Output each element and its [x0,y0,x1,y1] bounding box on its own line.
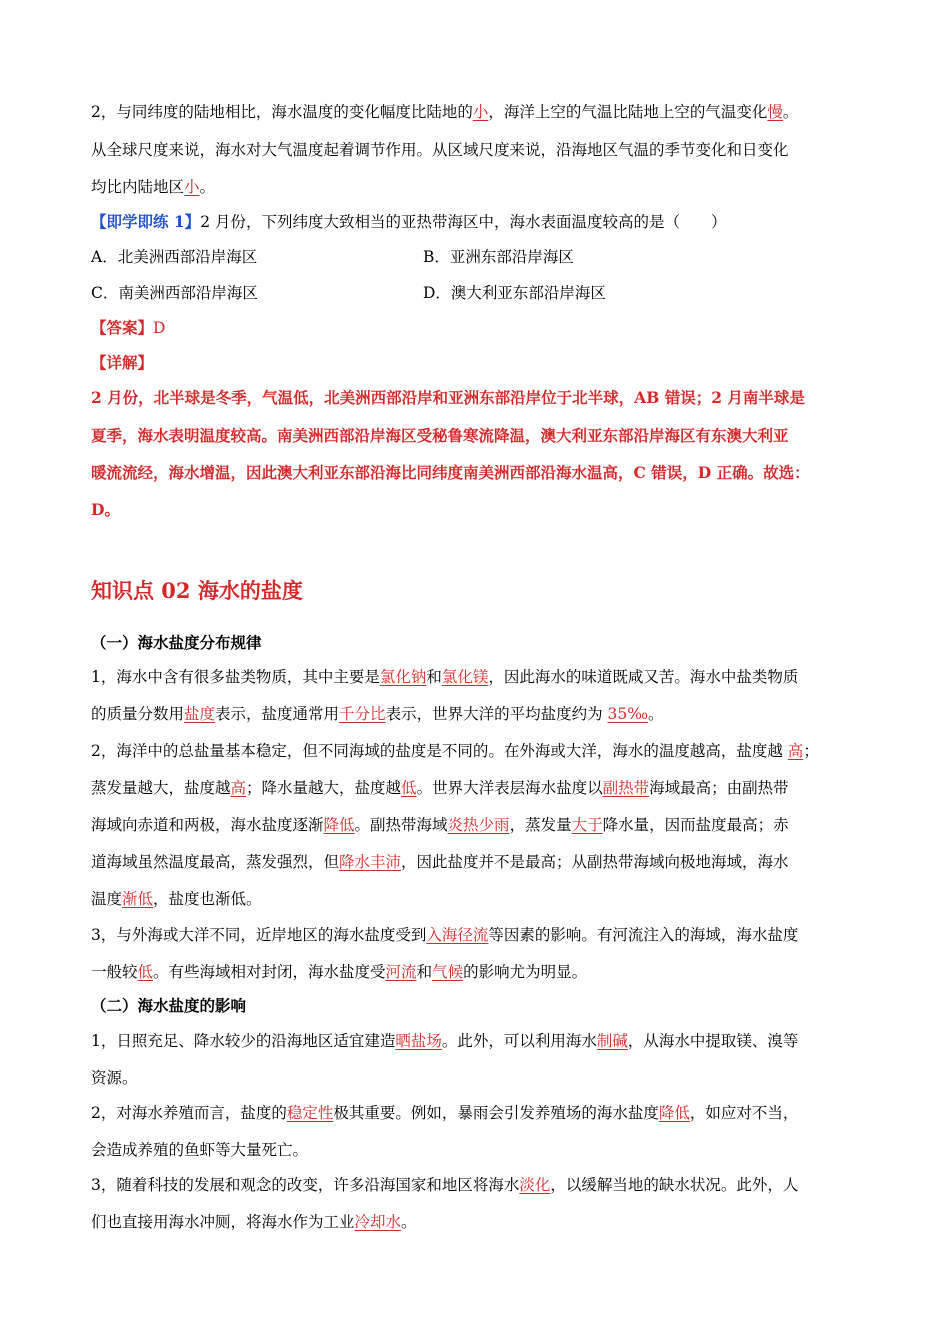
fill-blank: 河流 [385,963,417,981]
detail-line-2: 夏季，海水表明温度较高。南美洲西部沿岸海区受秘鲁寒流降温，澳大利亚东部沿岸海区有东澳大利亚 [91,426,789,445]
fill-blank: 35‰ [607,705,649,723]
text-run: ，因此海水的味道既咸又苦。海水中盐类物质 [488,668,799,686]
para2-line3 [91,814,861,836]
text-run: 2，与同纬度的陆地相比，海水温度的变化幅度比陆地的 [91,103,473,121]
subheading-impact: （二）海水盐度的影响 [91,996,247,1015]
text-run: 表示，盐度通常用 [215,705,340,723]
fill-blank: 低 [137,963,154,981]
para1-line1 [91,666,861,688]
text-run: 。此外，可以利用海水 [441,1032,597,1050]
text-run: 均比内陆地区 [91,178,185,196]
text-run: 1，日照充足、降水较少的沿海地区适宜建造 [91,1032,396,1050]
fill-blank: 慢 [767,103,783,121]
fill-blank: 高 [787,742,804,760]
fill-blank: 降低 [323,816,355,834]
option-a: A．北美洲西部沿岸海区 [91,248,258,266]
fill-blank: 氯化镁 [441,668,489,686]
fill-blank: 降低 [658,1104,690,1122]
option-b: B．亚洲东部沿岸海区 [423,248,574,266]
para3-line2 [91,961,861,983]
impact3-line1 [91,1174,861,1196]
fill-blank: 千分比 [339,705,386,723]
text-run: 。 [199,178,216,196]
impact3-line2 [91,1211,861,1233]
fill-blank: 渐低 [122,890,154,908]
text-run: 和 [426,668,442,686]
detail-line-4: D。 [91,500,120,519]
detail-tag [91,352,861,374]
text-run: ； [803,742,819,760]
fill-blank: 大于 [571,816,603,834]
fill-blank: 降水丰沛 [339,853,402,871]
text-run: 道海域虽然温度最高，蒸发强烈，但 [91,853,340,871]
section-heading: 知识点 02 海水的盐度 [91,578,303,603]
fill-blank: 小 [184,178,200,196]
paragraph-temp-variation-line3 [91,176,861,198]
impact2-line1 [91,1102,861,1124]
question-text: 2 月份，下列纬度大致相当的亚热带海区中，海水表面温度较高的是（ ） [200,213,727,231]
text-run: ，以缓解当地的缺水状况。此外，人 [550,1176,799,1194]
fill-blank: 副热带 [602,779,650,797]
text-run: 和 [416,963,433,981]
text-run: 。副热带海域 [354,816,448,834]
text-run: ，盐度也渐低。 [153,890,262,908]
text-run: ，因此盐度并不是最高；从副热带海域向极地海域，海水 [401,853,789,871]
para2-line1 [91,740,861,762]
impact1-line2: 资源。 [91,1069,138,1087]
fill-blank: 晒盐场 [395,1032,442,1050]
text-run: ；降水量越大，盐度越 [246,779,402,797]
option-c: C．南美洲西部沿岸海区 [91,284,258,302]
fill-blank: 小 [472,103,489,121]
text-run: 等因素的影响。有河流注入的海域，海水盐度 [488,926,799,944]
answer-line [91,317,861,339]
para3-line1 [91,924,861,946]
text-run: 2，海洋中的总盐量基本稳定，但不同海域的盐度是不同的。在外海或大洋，海水的温度越高，盐度越 [91,742,788,760]
text-run: ，如应对不当， [689,1104,799,1122]
text-run: ，蒸发量 [509,816,572,834]
answer-value: D [153,319,166,337]
fill-blank: 气候 [432,963,464,981]
detail-line-3: 暖流流经，海水增温，因此澳大利亚东部沿海比同纬度南美洲西部沿海水温高，C 错误，D 正确。故选： [91,463,810,482]
text-run: 。 [401,1213,417,1231]
option-d: D．澳大利亚东部沿岸海区 [423,284,606,302]
text-run: 们也直接用海水冲厕，将海水作为工业 [91,1213,355,1231]
fill-blank: 氯化钠 [379,668,427,686]
fill-blank: 制碱 [596,1032,628,1050]
text-run: 温度 [91,890,123,908]
exercise-question [91,211,861,233]
text-run: 。有些海域相对封闭，海水盐度受 [153,963,386,981]
paragraph-temp-variation-line1 [91,101,861,123]
text-run: 【详解】 [91,353,154,372]
fill-blank: 淡化 [519,1176,551,1194]
text-run: 2，对海水养殖而言，盐度的 [91,1104,287,1122]
detail-line-1: 2 月份，北半球是冬季，气温低，北美洲西部沿岸和亚洲东部沿岸位于北半球，AB 错误；2 月南半球是 [91,388,805,407]
impact1-line1 [91,1030,861,1052]
text-run: 极其重要。例如，暴雨会引发养殖场的海水盐度 [333,1104,659,1122]
fill-blank: 稳定性 [286,1104,334,1122]
text-run: 海域向赤道和两极，海水盐度逐渐 [91,816,324,834]
text-run: 。世界大洋表层海水盐度以 [416,779,603,797]
fill-blank: 冷却水 [354,1213,402,1231]
para2-line2 [91,777,861,799]
text-run: 3，随着科技的发展和观念的改变，许多沿海国家和地区将海水 [91,1176,520,1194]
text-run: 。 [648,705,664,723]
exercise-tag: 【即学即练 1】 [91,212,201,231]
text-run: 。 [782,103,799,121]
fill-blank: 炎热少雨 [447,816,510,834]
text-run: 海域最高；由副热带 [649,779,789,797]
fill-blank: 高 [230,779,247,797]
text-run: ，从海水中提取镁、溴等 [627,1032,799,1050]
answer-tag: 【答案】 [91,318,154,337]
text-run: 的质量分数用 [91,705,185,723]
text-run: 1，海水中含有很多盐类物质，其中主要是 [91,668,380,686]
text-run: 3，与外海或大洋不同，近岸地区的海水盐度受到 [91,926,427,944]
para2-line4 [91,851,861,873]
fill-blank: 盐度 [184,705,216,723]
fill-blank: 入海径流 [426,926,489,944]
impact2-line2: 会造成养殖的鱼虾等大量死亡。 [91,1141,309,1159]
paragraph-temp-variation-line2: 从全球尺度来说，海水对大气温度起着调节作用。从区域尺度来说，沿海地区气温的季节变化和日变化 [91,141,789,159]
text-run: 降水量，因而盐度最高；赤 [602,816,789,834]
subheading-distribution: （一）海水盐度分布规律 [91,633,262,652]
text-run: 表示，世界大洋的平均盐度约为 [385,705,608,723]
text-run: 一般较 [91,963,138,981]
text-run: ，海洋上空的气温比陆地上空的气温变化 [488,103,768,121]
text-run: 的影响尤为明显。 [463,963,588,981]
para1-line2 [91,703,861,725]
para2-line5 [91,888,861,910]
fill-blank: 低 [401,779,417,797]
text-run: 蒸发量越大，盐度越 [91,779,231,797]
